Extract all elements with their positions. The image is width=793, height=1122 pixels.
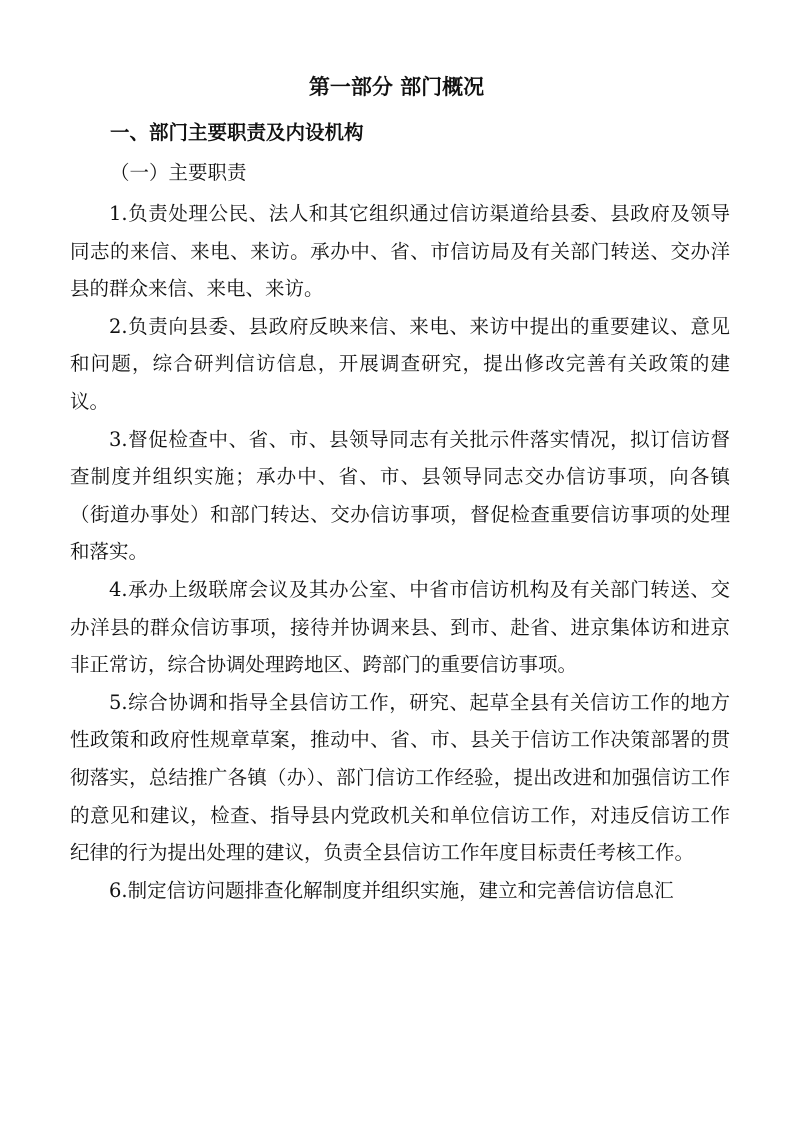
body-text xyxy=(70,195,730,909)
duty-paragraph-4: 4.承办上级联席会议及其办公室、中省市信访机构及有关部门转送、交办洋县的群众信访事项，接待并协调来县、到市、赴省、进京集体访和进京非正常访，综合协调处理跨地区、跨部门的重要信访事项。 xyxy=(70,577,730,677)
duty-paragraph-6: 6.制定信访问题排查化解制度并组织实施，建立和完善信访信息汇 xyxy=(109,878,674,902)
duty-paragraph-1: 1.负责处理公民、法人和其它组织通过信访渠道给县委、县政府及领导同志的来信、来电、来访。承办中、省、市信访局及有关部门转送、交办洋县的群众来信、来电、来访。 xyxy=(70,202,730,301)
page-title: 第一部分 部门概况 xyxy=(308,75,485,99)
subsection-heading: （一）主要职责 xyxy=(110,161,247,184)
duty-paragraph-3: 3.督促检查中、省、市、县领导同志有关批示件落实情况，拟订信访督查制度并组织实施；承办中、省、市、县领导同志交办信访事项，向各镇（街道办事处）和部门转达、交办信访事项，督促检查重要信访事项的处理和落实。 xyxy=(70,427,730,564)
duty-paragraph-5: 5.综合协调和指导全县信访工作，研究、起草全县有关信访工作的地方性政策和政府性规章草案，推动中、省、市、县关于信访工作决策部署的贯彻落实，总结推广各镇（办）、部门信访工作经验，提出改进和加强信访工作的意见和建议，检查、指导县内党政机关和单位信访工作，对违反信访工作纪律的行为提出处理的建议，负责全县信访工作年度目标责任考核工作。 xyxy=(70,690,730,865)
section-heading: 一、部门主要职责及内设机构 xyxy=(110,121,364,144)
duty-paragraph-2: 2.负责向县委、县政府反映来信、来电、来访中提出的重要建议、意见和问题，综合研判信访信息，开展调查研究，提出修改完善有关政策的建议。 xyxy=(70,314,730,413)
